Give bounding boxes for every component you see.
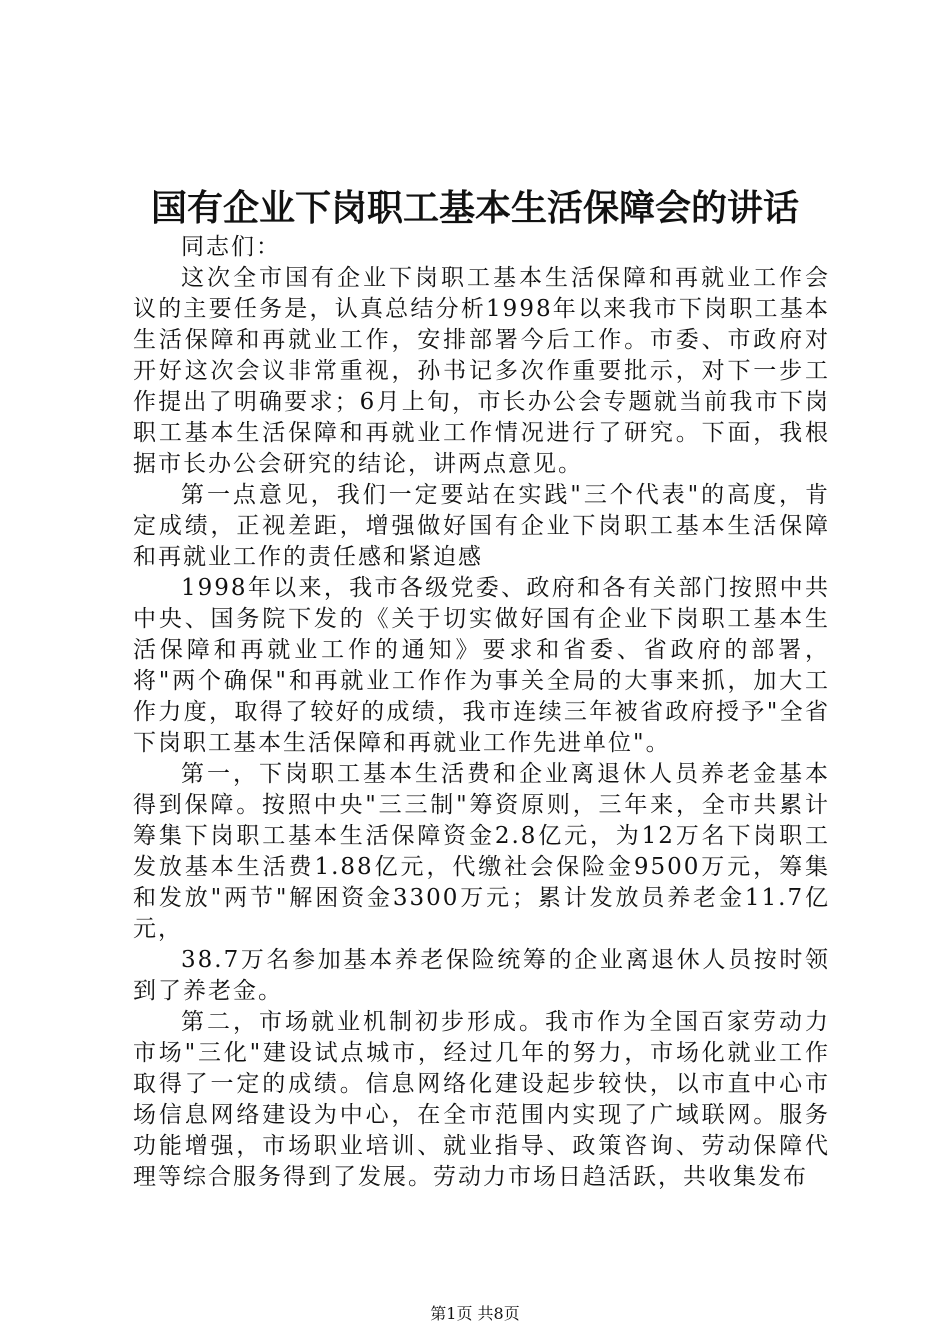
salutation: 同志们： [181, 234, 281, 260]
paragraph: 1998年以来，我市各级党委、政府和各有关部门按照中共中央、国务院下发的《关于切实做好国有企业下岗职工基本生活保障和再就业工作的通知》要求和省委、省政府的部署，将"两个确保"和再就业工作作为事关全局的大事来抓，加大工作力度，取得了较好的成绩，我市连续三年被省政府授予"全省下岗职工基本生活保障和再就业工作先进单位"。 [133, 575, 830, 756]
document-body [133, 232, 830, 1193]
paragraph: 第一点意见，我们一定要站在实践"三个代表"的高度，肯定成绩，正视差距，增强做好国有企业下岗职工基本生活保障和再就业工作的责任感和紧迫感 [133, 482, 830, 570]
paragraph: 第二，市场就业机制初步形成。我市作为全国百家劳动力市场"三化"建设试点城市，经过几年的努力，市场化就业工作取得了一定的成绩。信息网络化建设起步较快，以市直中心市场信息网络建设为中心，在全市范围内实现了广域联网。服务功能增强，市场职业培训、就业指导、政策咨询、劳动保障代理等综合服务得到了发展。劳动力市场日趋活跃，共收集发布 [133, 1009, 830, 1190]
paragraph: 38.7万名参加基本养老保险统筹的企业离退休人员按时领到了养老金。 [133, 947, 830, 1004]
page-number-footer: 第1页 共8页 [430, 1304, 520, 1323]
paragraph: 第一，下岗职工基本生活费和企业离退休人员养老金基本得到保障。按照中央"三三制"筹资原则，三年来，全市共累计筹集下岗职工基本生活保障资金2.8亿元，为12万名下岗职工发放基本生活费1.88亿元，代缴社会保险金9500万元，筹集和发放"两节"解困资金3300万元；累计发放员养老金11.7亿元， [133, 761, 830, 942]
document-title: 国有企业下岗职工基本生活保障会的讲话 [150, 187, 799, 229]
paragraph: 这次全市国有企业下岗职工基本生活保障和再就业工作会议的主要任务是，认真总结分析1998年以来我市下岗职工基本生活保障和再就业工作，安排部署今后工作。市委、市政府对开好这次会议非常重视，孙书记多次作重要批示，对下一步工作提出了明确要求；6月上旬，市长办公会专题就当前我市下岗职工基本生活保障和再就业工作情况进行了研究。下面，我根据市长办公会研究的结论，讲两点意见。 [133, 265, 830, 477]
